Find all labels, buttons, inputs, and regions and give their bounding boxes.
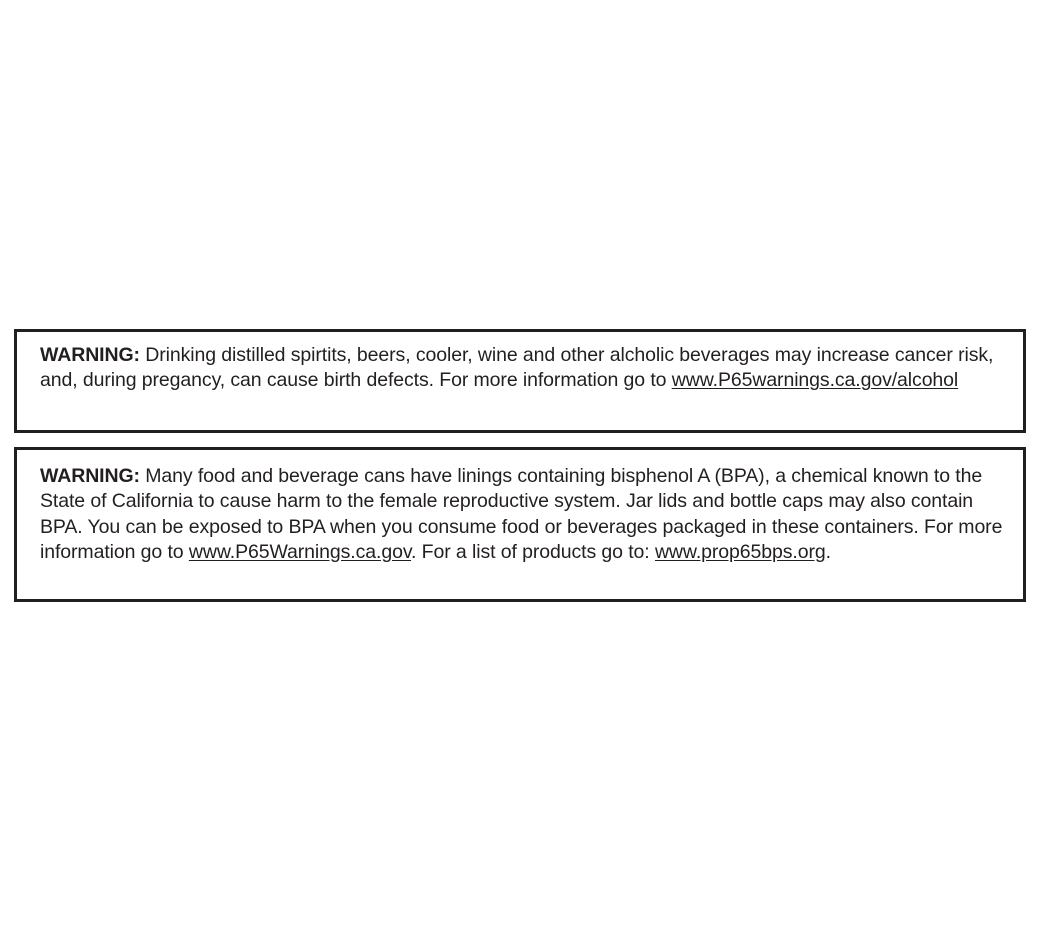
alcohol-warning-text bbox=[40, 343, 1003, 394]
bpa-warning-box bbox=[14, 447, 1026, 602]
bpa-warning-end-period: . bbox=[825, 540, 831, 563]
bpa-warning-body: Many food and beverage cans have linings containing bisphenol A (BPA), a chemical known to the State of California to cause harm to the female reproductive system. Jar lids and bottle caps may also contain BPA. You can be exposed to BPA when you consume food or beverages packaged in these containers. For more information go to bbox=[40, 465, 1003, 563]
warning-label: WARNING: bbox=[40, 465, 140, 487]
alcohol-warning-body: Drinking distilled spirtits, beers, cooler, wine and other alcholic beverages may increase cancer risk, and, during pregancy, can cause birth defects. For more information go to bbox=[40, 344, 994, 392]
p65-warnings-link[interactable]: www.P65Warnings.ca.gov bbox=[188, 540, 412, 563]
prop65bps-link[interactable]: www.prop65bps.org bbox=[654, 540, 826, 563]
warning-label: WARNING: bbox=[40, 344, 140, 366]
alcohol-warning-box bbox=[14, 329, 1026, 433]
bpa-warning-text bbox=[40, 464, 1003, 565]
alcohol-info-link[interactable]: www.P65warnings.ca.gov/alcohol bbox=[671, 369, 959, 392]
bpa-warning-list-text: . For a list of products go to: bbox=[411, 540, 655, 563]
